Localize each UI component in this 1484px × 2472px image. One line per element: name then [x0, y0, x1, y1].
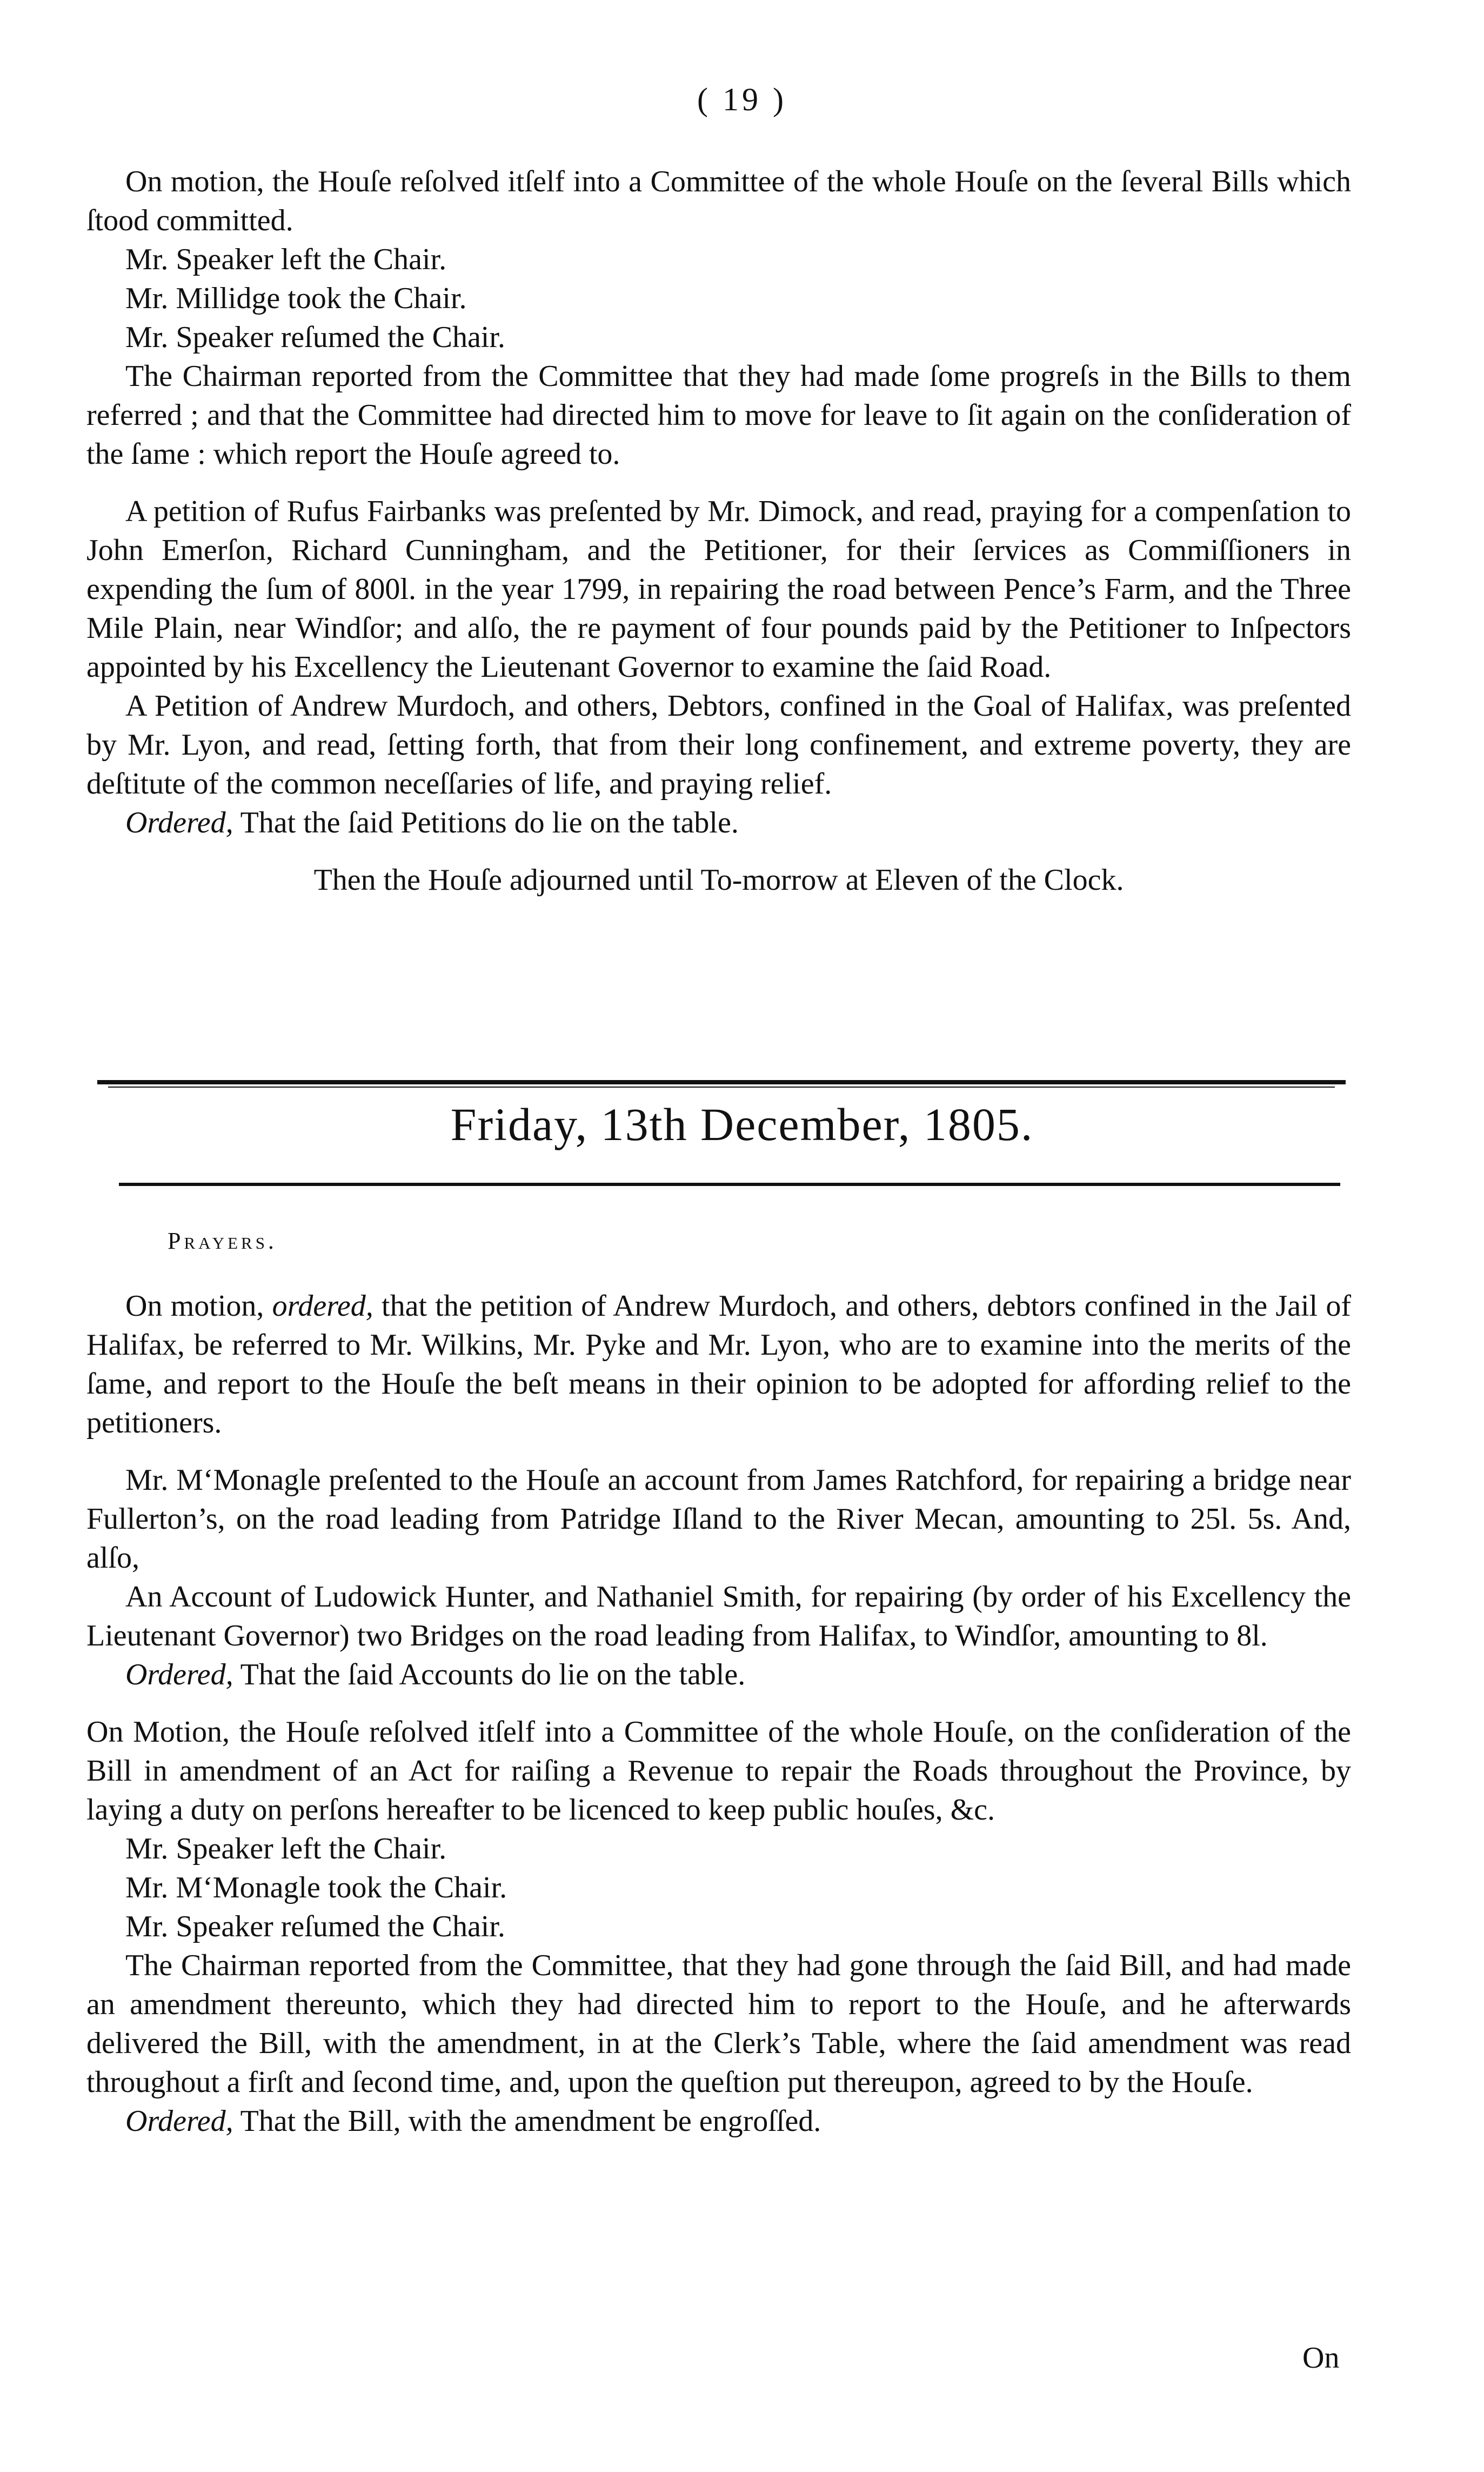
- paragraph-adjournment: Then the Houſe adjourned until To-morrow at Eleven of the Clock.: [313, 863, 1124, 897]
- proceedings-section-top: [86, 162, 1351, 899]
- paragraph-ordered-engrossed: [86, 2102, 1351, 2141]
- paragraph-murdoch-petition: A Petition of Andrew Murdoch, and others, Debtors, confined in the Goal of Halifax, was preſented by Mr. Lyon, and read, ſetting forth, that from their long confinement, and extreme poverty, they are deſtitute of the common neceſſaries of life, and praying relief.: [86, 689, 1351, 801]
- paragraph-speaker-left: Mr. Speaker left the Chair.: [125, 243, 447, 276]
- top-double-rule-thin: [108, 1087, 1335, 1088]
- date-heading: Friday, 13th December, 1805.: [450, 1098, 1034, 1150]
- ordered-label: ordered,: [272, 1289, 373, 1323]
- paragraph-ordered-accounts: [86, 1655, 1351, 1694]
- top-double-rule: [97, 1080, 1346, 1084]
- paragraph-chairman-report: The Chairman reported from the Committee that they had made ſome progreſs in the Bills to them referred ; and that the Committee had directed him to move for leave to ſit again on the conſideration of the ſame : which report the Houſe agreed to.: [86, 359, 1351, 471]
- paragraph-hunter-account: An Account of Ludowick Hunter, and Nathaniel Smith, for repairing (by order of his Excellency the Lieutenant Governor) two Bridges on the road leading from Halifax, to Windſor, amounting to 8l.: [86, 1580, 1351, 1653]
- referral-text: that the petition of Andrew Murdoch, and others, debtors confined in the Jail of Halifax, be referred to Mr. Wilkins, Mr. Pyke and Mr. Lyon, who are to examine into the merits of the ſame, and report to the Houſe the beſt means in their opinion to be adopted for affording relief to the petitioners.: [86, 1289, 1351, 1440]
- paragraph-revenue-bill-motion: On Motion, the Houſe reſolved itſelf into a Committee of the whole Houſe, on the conſideration of the Bill in amendment of an Act for raiſing a Revenue to repair the Roads throughout the Province, by laying a duty on perſons hereafter to be licenced to keep public houſes, &c.: [86, 1715, 1351, 1827]
- ordered-label: Ordered,: [125, 806, 233, 839]
- paragraph-speaker-resumed-2: Mr. Speaker reſumed the Chair.: [125, 1910, 505, 1943]
- catchword: On: [1302, 2341, 1340, 2375]
- paragraph-fairbanks-petition: A petition of Rufus Fairbanks was preſented by Mr. Dimock, and read, praying for a compenſation to John Emerſon, Richard Cunningham, and the Petitioner, for their ſervices as Commiſſioners in expending the ſum of 800l. in the year 1799, in repairing the road between Pence’s Farm, and the Three Mile Plain, near Windſor; and alſo, the re payment of four pounds paid by the Petitioner to Inſpectors appointed by his Excellency the Lieutenant Governor to examine the ſaid Road.: [86, 495, 1351, 684]
- paragraph-ordered-petitions: [86, 803, 1351, 842]
- page-number: ( 19 ): [697, 82, 787, 117]
- paragraph-mcmonagle-chair: Mr. M‘Monagle took the Chair.: [125, 1871, 507, 1904]
- paragraph-murdoch-referral: [86, 1287, 1351, 1442]
- paragraph-committee-motion: On motion, the Houſe reſolved itſelf into a Committee of the whole Houſe on the ſeveral Bills which ſtood committed.: [86, 165, 1351, 237]
- paragraph-speaker-resumed: Mr. Speaker reſumed the Chair.: [125, 321, 505, 354]
- ordered-text: That the ſaid Accounts do lie on the table.: [233, 1658, 746, 1691]
- paragraph-chairman-amendment-report: The Chairman reported from the Committee, that they had gone through the ſaid Bill, and had made an amendment thereunto, which they had directed him to report to the Houſe, and he afterwards delivered the Bill, with the amendment, in at the Clerk’s Table, where the ſaid amendment was read throughout a firſt and ſecond time, and, upon the queſtion put thereupon, agreed to by the Houſe.: [86, 1949, 1351, 2099]
- paragraph-speaker-left-2: Mr. Speaker left the Chair.: [125, 1832, 447, 1865]
- ordered-label: Ordered,: [125, 1658, 233, 1691]
- paragraph-millidge-chair: Mr. Millidge took the Chair.: [125, 282, 467, 315]
- ordered-text: That the Bill, with the amendment be engroſſed.: [233, 2104, 821, 2138]
- ordered-label: Ordered,: [125, 2104, 233, 2138]
- prayers-label: Prayers.: [168, 1228, 277, 1254]
- heading-rule: [119, 1183, 1340, 1186]
- proceedings-section-bottom: [86, 1287, 1351, 2141]
- motion-prefix: On motion,: [125, 1289, 272, 1323]
- paragraph-ratchford-account: Mr. M‘Monagle preſented to the Houſe an account from James Ratchford, for repairing a bridge near Fullerton’s, on the road leading from Patridge Iſland to the River Mecan, amounting to 25l. 5s. And, alſo,: [86, 1463, 1351, 1575]
- ordered-text: That the ſaid Petitions do lie on the table.: [233, 806, 739, 839]
